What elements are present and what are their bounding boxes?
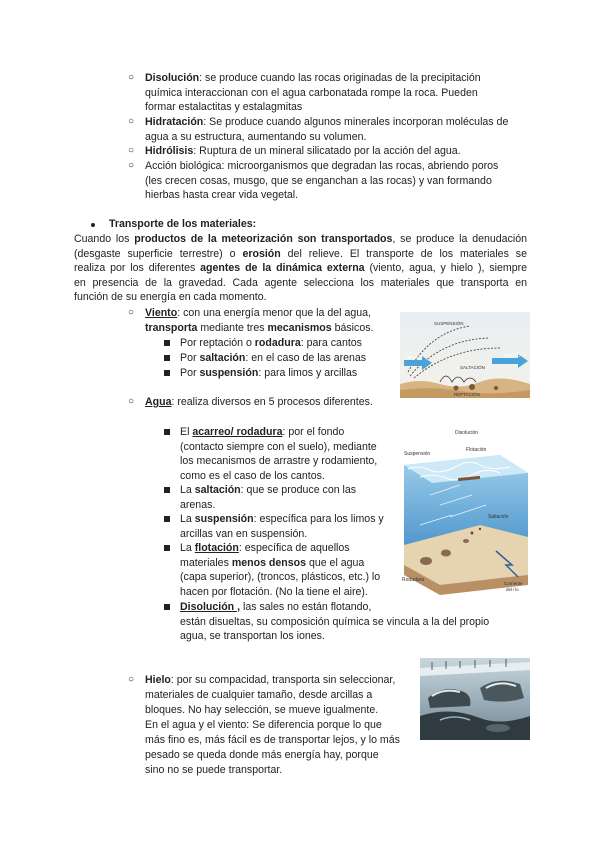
list-item-biologica: Acción biológica: microorganismos que degradan las rocas, abriendo poros	[145, 160, 499, 172]
text-line: materiales menos densos que el agua	[180, 556, 365, 569]
bullet-dot-icon	[91, 223, 95, 227]
glacier-photo	[420, 658, 530, 740]
fig-label: Disolución	[455, 430, 479, 436]
list-item-agua: Agua: realiza diversos en 5 procesos diferentes.	[145, 396, 373, 408]
text-line: más fino es, más fácil es de transportar lejos, y lo más	[145, 734, 400, 746]
text-line: Cuando los productos de la meteorización son transportados, se produce la denudación	[74, 233, 527, 245]
water-diagram	[400, 425, 530, 595]
fig-label: Corriente	[504, 581, 523, 586]
fig-label: VIENTO	[504, 353, 521, 358]
fig-label: Saltación	[488, 514, 509, 520]
text-line: están disueltas, su composición química se vincula a la del propio	[180, 615, 490, 628]
text-line: hacen por flotación. (No la tiene el aire).	[180, 585, 368, 598]
wind-diagram	[400, 312, 530, 398]
list-item-disolucion: Disolución: se produce cuando las rocas originadas de la precipitación	[145, 72, 481, 84]
list-item-hidratacion: Hidratación: Se produce cuando algunos minerales incorporan moléculas de	[145, 116, 509, 128]
text-line: agua, se transportan los iones.	[180, 630, 325, 643]
text-line: (capa superior), (troncos, plásticos, etc.) lo	[180, 571, 381, 584]
text-line: (les crecen cosas, musgo, que se enganchan a las rocas) y van formando	[145, 174, 492, 187]
text-line: (contacto siempre con el suelo), mediante	[180, 440, 377, 453]
list-item-flotacion: La flotación: específica de aquellos	[180, 542, 350, 554]
text-line: agua a su estructura, aumentando su volumen.	[145, 130, 367, 143]
text-line: como es el caso de los cantos.	[180, 469, 325, 482]
hollow-bullet-icon: ○	[128, 307, 135, 318]
text-line: sino no se puede transportar.	[145, 764, 283, 776]
wind-transport-figure	[400, 312, 530, 398]
list-item-rodadura: Por reptación o rodadura: para cantos	[180, 337, 362, 349]
list-item-hidrolisis: Hidrólisis: Ruptura de un mineral silicatado por la acción del agua.	[145, 145, 461, 157]
hollow-bullet-icon: ○	[128, 674, 135, 685]
section-heading: Transporte de los materiales:	[109, 218, 257, 230]
square-bullet-icon	[164, 355, 170, 361]
text-line: arenas.	[180, 498, 216, 511]
fig-label: SUSPENSIÓN	[434, 321, 464, 326]
list-item-acarreo: El acarreo/ rodadura: por el fondo	[180, 426, 345, 438]
glacier-image	[420, 658, 530, 740]
hollow-bullet-icon: ○	[128, 160, 135, 171]
fig-label: Rodadura	[402, 577, 424, 583]
text-line: hierbas hasta crear vida vegetal.	[145, 189, 299, 202]
text-line: los mecanismos de arrastre y rodamiento,	[180, 455, 378, 468]
list-item-disolucion-agua: Disolución , las sales no están flotando,	[180, 601, 372, 613]
text-line: en presencia de la gravedad. Cada agente selecciona los materiales que transporta en	[74, 276, 527, 289]
text-line: materiales de cualquier tamaño, desde arcillas a	[145, 689, 373, 701]
fig-label: del río	[506, 587, 519, 592]
list-item-saltacion-agua: La saltación: que se produce con las	[180, 484, 357, 496]
hollow-bullet-icon: ○	[128, 145, 135, 156]
hollow-bullet-icon: ○	[128, 116, 135, 127]
text-line: arcillas van en suspensión.	[180, 527, 308, 540]
square-bullet-icon	[164, 516, 170, 522]
text-line: transporta mediante tres mecanismos básicos.	[145, 322, 374, 334]
text-line: función de su energía en cada momento.	[74, 291, 267, 304]
text-line: (desgaste superficie terrestre) o erosión del relieve. El transporte de los materiales se	[74, 247, 527, 260]
list-item-suspension-agua: La suspensión: específica para los limos y	[180, 513, 384, 525]
hollow-bullet-icon: ○	[128, 396, 135, 407]
hollow-bullet-icon: ○	[128, 72, 135, 83]
square-bullet-icon	[164, 545, 170, 551]
list-item-hielo: Hielo: por su compacidad, transporta sin seleccionar,	[145, 674, 396, 686]
square-bullet-icon	[164, 429, 170, 435]
fig-label: REPTACIÓN	[454, 392, 480, 397]
list-item-saltacion: Por saltación: en el caso de las arenas	[180, 352, 367, 364]
text-line: bloques. No hay selección, se mueve igualmente.	[145, 704, 379, 716]
fig-label: Suspensión	[404, 451, 431, 457]
list-item-viento: Viento: con una energía menor que la del agua,	[145, 307, 371, 319]
fig-label: VIENTO	[405, 355, 422, 360]
water-transport-figure	[400, 425, 530, 595]
text-line: química interaccionan con el agua carbonatada rompe la roca. Pueden	[145, 86, 478, 99]
square-bullet-icon	[164, 604, 170, 610]
square-bullet-icon	[164, 487, 170, 493]
square-bullet-icon	[164, 340, 170, 346]
fig-label: SALTACIÓN	[460, 365, 485, 370]
text-line: En el agua y el viento: Se diferencia porque lo que	[145, 719, 382, 731]
text-line: pesado se queda donde más energía hay, porque	[145, 749, 379, 761]
text-line: realiza por los diferentes agentes de la dinámica externa (viento, agua, y hielo ), siempre	[74, 262, 528, 275]
square-bullet-icon	[164, 370, 170, 376]
fig-label: Flotación	[466, 447, 487, 453]
list-item-suspension: Por suspensión: para limos y arcillas	[180, 367, 358, 379]
text-line: formar estalactitas y estalagmitas	[145, 101, 303, 114]
